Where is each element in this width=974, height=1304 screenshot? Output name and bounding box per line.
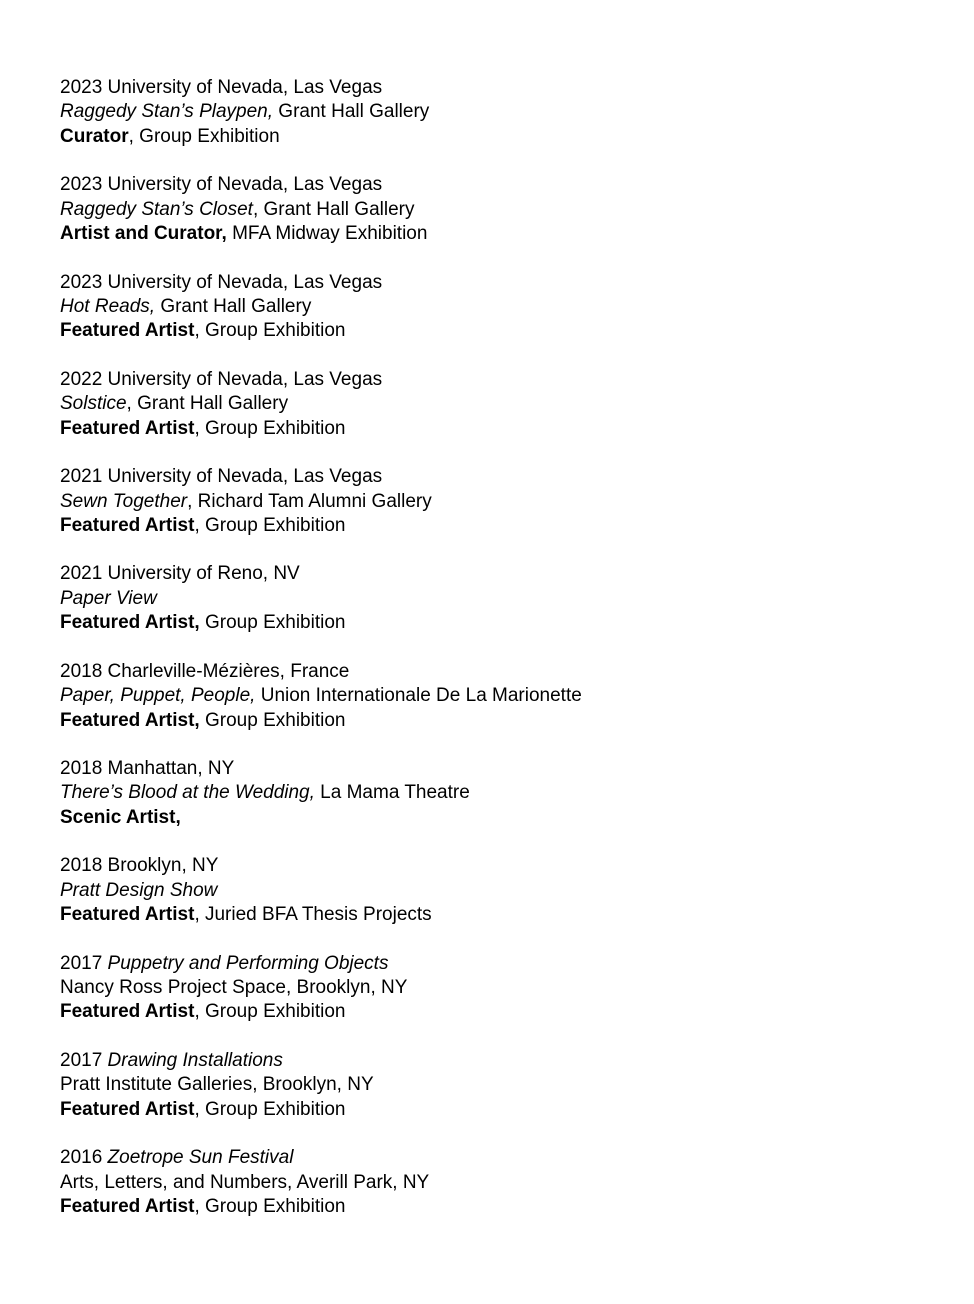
entry-role	[60, 319, 940, 343]
entry-role	[60, 514, 940, 538]
text-segment: Nancy Ross Project Space, Brooklyn, NY	[60, 977, 408, 999]
text-segment: , Juried BFA Thesis Projects	[194, 904, 432, 926]
entry-role	[60, 1000, 940, 1024]
entry-title-venue	[60, 684, 940, 708]
text-segment: 2017	[60, 1049, 108, 1071]
text-segment: , Grant Hall Gallery	[126, 393, 289, 415]
entry-year-location	[60, 271, 940, 295]
text-segment: Drawing Installations	[107, 1049, 283, 1071]
text-segment: 2021 University of Nevada, Las Vegas	[60, 466, 383, 488]
text-segment: Union Internationale De La Marionette	[255, 685, 582, 707]
text-segment: , Grant Hall Gallery	[252, 198, 415, 220]
exhibition-entry	[60, 854, 940, 951]
entry-title-venue	[60, 295, 940, 319]
entry-title-venue	[60, 781, 940, 805]
text-segment: 2018 Brooklyn, NY	[60, 855, 219, 877]
entry-title-venue	[60, 1073, 940, 1097]
text-segment: , Group Exhibition	[194, 1098, 346, 1120]
text-segment: Pratt Institute Galleries, Brooklyn, NY	[60, 1074, 374, 1096]
text-segment: Featured Artist	[60, 1001, 195, 1023]
entry-title-venue	[60, 976, 940, 1000]
text-segment: Featured Artist	[60, 1098, 195, 1120]
entry-year-location	[60, 660, 940, 684]
text-segment: 2018 Manhattan, NY	[60, 758, 235, 780]
entry-year-location	[60, 757, 940, 781]
entry-year-location	[60, 465, 940, 489]
text-segment: La Mama Theatre	[314, 782, 470, 804]
text-segment: Zoetrope Sun Festival	[107, 1147, 294, 1169]
exhibition-entry	[60, 757, 940, 854]
entry-role	[60, 125, 940, 149]
text-segment: Puppetry and Performing Objects	[107, 952, 389, 974]
text-segment: Grant Hall Gallery	[155, 295, 312, 317]
entry-title-venue	[60, 198, 940, 222]
entry-role	[60, 709, 940, 733]
text-segment: 2022 University of Nevada, Las Vegas	[60, 368, 383, 390]
entry-title-venue	[60, 392, 940, 416]
text-segment: There’s Blood at the Wedding,	[60, 782, 315, 804]
text-segment: , Group Exhibition	[128, 125, 280, 147]
entry-role	[60, 806, 940, 830]
text-segment: , Group Exhibition	[194, 320, 346, 342]
text-segment: Featured Artist	[60, 514, 195, 536]
text-segment: Artist and Curator,	[60, 223, 227, 245]
text-segment: , Group Exhibition	[194, 1001, 346, 1023]
exhibition-list	[60, 76, 940, 1244]
text-segment: Featured Artist	[60, 904, 195, 926]
entry-title-venue	[60, 1171, 940, 1195]
text-segment: Featured Artist	[60, 417, 195, 439]
exhibition-entry	[60, 271, 940, 368]
exhibition-entry	[60, 952, 940, 1049]
text-segment: 2023 University of Nevada, Las Vegas	[60, 174, 383, 196]
text-segment: Raggedy Stan’s Playpen,	[60, 101, 274, 123]
entry-year-location	[60, 952, 940, 976]
entry-title-venue	[60, 490, 940, 514]
entry-role	[60, 222, 940, 246]
text-segment: MFA Midway Exhibition	[226, 223, 428, 245]
text-segment: Hot Reads,	[60, 295, 156, 317]
text-segment: Grant Hall Gallery	[273, 101, 430, 123]
entry-year-location	[60, 1146, 940, 1170]
text-segment: 2018 Charleville-Mézières, France	[60, 660, 350, 682]
entry-role	[60, 1195, 940, 1219]
text-segment: Group Exhibition	[199, 612, 346, 634]
text-segment: Raggedy Stan’s Closet	[60, 198, 253, 220]
text-segment: 2023 University of Nevada, Las Vegas	[60, 271, 383, 293]
text-segment: Arts, Letters, and Numbers, Averill Park, NY	[60, 1171, 430, 1193]
text-segment: , Group Exhibition	[194, 417, 346, 439]
text-segment: , Group Exhibition	[194, 1196, 346, 1218]
exhibition-entry	[60, 1146, 940, 1243]
entry-role	[60, 611, 940, 635]
text-segment: Featured Artist,	[60, 709, 200, 731]
entry-year-location	[60, 562, 940, 586]
entry-title-venue	[60, 587, 940, 611]
exhibition-entry	[60, 562, 940, 659]
text-segment: 2021 University of Reno, NV	[60, 563, 300, 585]
exhibition-entry	[60, 1049, 940, 1146]
entry-year-location	[60, 173, 940, 197]
entry-role	[60, 417, 940, 441]
text-segment: Paper, Puppet, People,	[60, 685, 256, 707]
entry-title-venue	[60, 879, 940, 903]
text-segment: Featured Artist,	[60, 612, 200, 634]
text-segment: Featured Artist	[60, 320, 195, 342]
exhibition-entry	[60, 368, 940, 465]
exhibition-entry	[60, 660, 940, 757]
text-segment: Curator	[60, 125, 129, 147]
text-segment: Sewn Together	[60, 490, 188, 512]
entry-year-location	[60, 1049, 940, 1073]
exhibition-entry	[60, 173, 940, 270]
exhibition-entry	[60, 76, 940, 173]
text-segment: Pratt Design Show	[60, 879, 218, 901]
entry-year-location	[60, 76, 940, 100]
entry-role	[60, 903, 940, 927]
text-segment: 2016	[60, 1147, 108, 1169]
text-segment: Featured Artist	[60, 1196, 195, 1218]
text-segment: 2017	[60, 952, 108, 974]
entry-role	[60, 1098, 940, 1122]
text-segment: Paper View	[60, 587, 157, 609]
text-segment: , Group Exhibition	[194, 514, 346, 536]
text-segment: , Richard Tam Alumni Gallery	[187, 490, 432, 512]
text-segment: Group Exhibition	[199, 709, 346, 731]
text-segment: Scenic Artist,	[60, 806, 181, 828]
text-segment: 2023 University of Nevada, Las Vegas	[60, 77, 383, 98]
exhibition-entry	[60, 465, 940, 562]
entry-year-location	[60, 854, 940, 878]
entry-year-location	[60, 368, 940, 392]
entry-title-venue	[60, 100, 940, 124]
text-segment: Solstice	[60, 393, 127, 415]
